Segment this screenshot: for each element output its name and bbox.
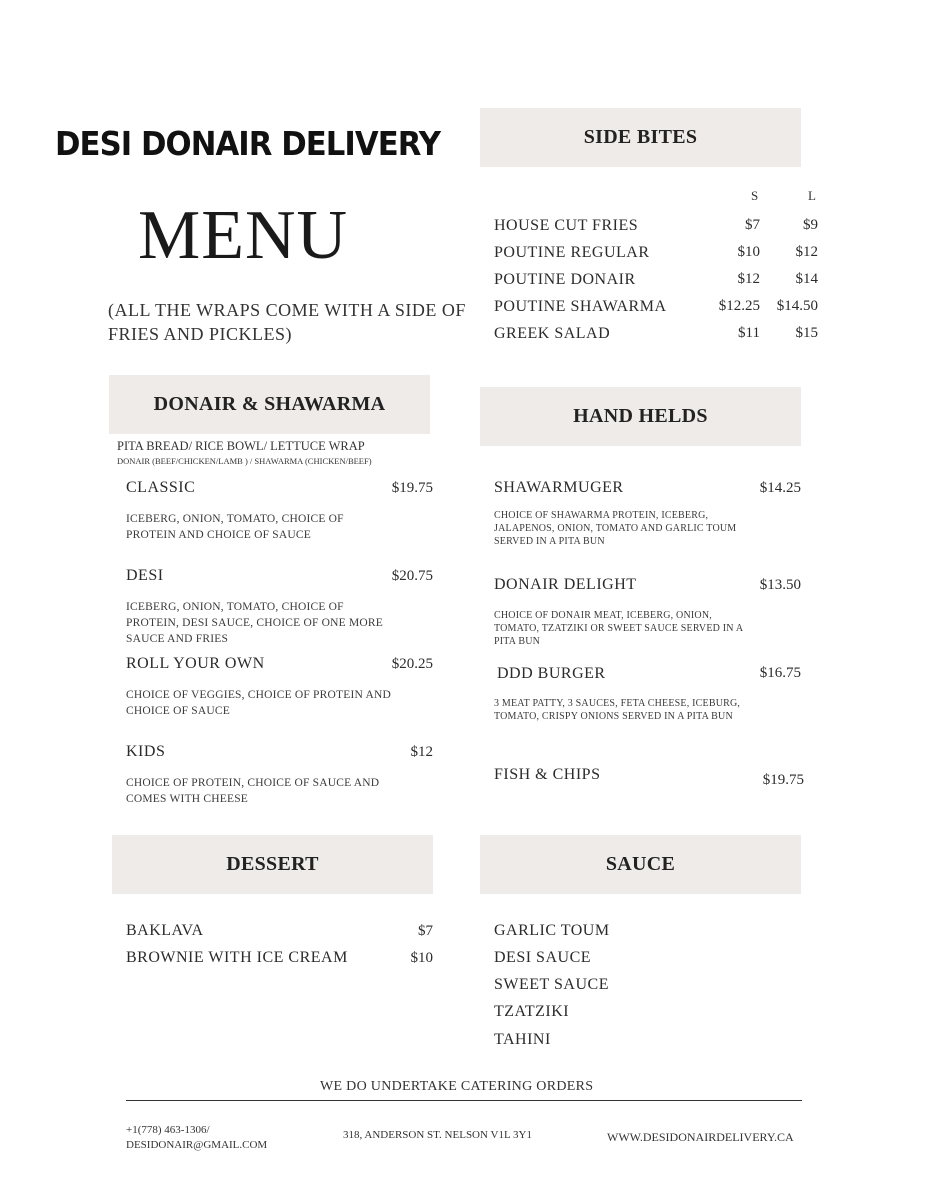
footer-divider <box>126 1100 802 1101</box>
size-large-label: L <box>808 188 817 203</box>
donair-item-desc: ICEBERG, ONION, TOMATO, CHOICE OF PROTEIN AND CHOICE OF SAUCE <box>126 513 344 541</box>
side-item-name: GREEK SALAD <box>494 325 611 342</box>
wrap-note: (ALL THE WRAPS COME WITH A SIDE OF FRIES AND PICKLES) <box>108 300 466 344</box>
footer-phone: +1(778) 463-1306/ <box>126 1124 210 1136</box>
donair-item-name: KIDS <box>126 743 166 760</box>
donair-item-name: DESI <box>126 567 164 584</box>
donair-item-desc: CHOICE OF VEGGIES, CHOICE OF PROTEIN AND CHOICE OF SAUCE <box>126 689 391 717</box>
side-item-price-small: $11 <box>738 325 760 341</box>
handheld-item-price: $14.25 <box>759 480 801 496</box>
donair-item-name: ROLL YOUR OWN <box>126 655 265 672</box>
side-item-price-small: $7 <box>745 217 760 233</box>
handheld-item-name: DONAIR DELIGHT <box>494 576 637 593</box>
handheld-item-price: $16.75 <box>759 665 801 681</box>
handheld-item-name: FISH & CHIPS <box>494 766 601 783</box>
brand-name: DESI DONAIR DELIVERY <box>55 124 441 163</box>
sauce-item: TAHINI <box>494 1031 551 1048</box>
side-item-price-large: $14.50 <box>776 298 818 314</box>
side-item-name: POUTINE SHAWARMA <box>494 298 667 315</box>
donair-item-price: $19.75 <box>391 480 433 496</box>
hand-helds-header: HAND HELDS <box>480 387 801 446</box>
handheld-item-name: DDD BURGER <box>497 665 606 682</box>
handheld-item-desc: CHOICE OF DONAIR MEAT, ICEBERG, ONION, TOMATO, TZATZIKI OR SWEET SAUCE SERVED IN A PITA BUN <box>494 610 743 647</box>
donair-item-desc: ICEBERG, ONION, TOMATO, CHOICE OF PROTEIN, DESI SAUCE, CHOICE OF ONE MORE SAUCE AND FRIES <box>126 601 383 645</box>
side-item-price-large: $15 <box>795 325 818 341</box>
meat-options: DONAIR (BEEF/CHICKEN/LAMB ) / SHAWARMA (CHICKEN/BEEF) <box>117 456 372 466</box>
footer-email: DESIDONAIR@GMAIL.COM <box>126 1139 268 1151</box>
side-item-price-large: $12 <box>795 244 818 260</box>
sauce-header: SAUCE <box>480 835 801 894</box>
side-bites-header: SIDE BITES <box>480 108 801 167</box>
side-item-name: POUTINE DONAIR <box>494 271 636 288</box>
bread-options: PITA BREAD/ RICE BOWL/ LETTUCE WRAP <box>117 439 365 453</box>
menu-title: MENU <box>138 197 349 274</box>
handheld-item-desc: 3 MEAT PATTY, 3 SAUCES, FETA CHEESE, ICEBURG, TOMATO, CRISPY ONIONS SERVED IN A PITA BUN <box>494 698 741 722</box>
handheld-item-price: $19.75 <box>762 772 804 788</box>
handheld-item-name: SHAWARMUGER <box>494 479 624 496</box>
sauce-item: SWEET SAUCE <box>494 976 609 993</box>
dessert-item-price: $10 <box>410 950 433 966</box>
side-item-name: POUTINE REGULAR <box>494 244 650 261</box>
donair-item-price: $20.25 <box>391 656 433 672</box>
donair-shawarma-header: DONAIR & SHAWARMA <box>109 375 430 434</box>
side-item-price-small: $12 <box>737 271 760 287</box>
dessert-item-name: BROWNIE WITH ICE CREAM <box>126 949 348 966</box>
donair-item-desc: CHOICE OF PROTEIN, CHOICE OF SAUCE AND COMES WITH CHEESE <box>126 777 380 805</box>
sauce-item: GARLIC TOUM <box>494 922 610 939</box>
handheld-item-price: $13.50 <box>759 577 801 593</box>
donair-item-price: $20.75 <box>391 568 433 584</box>
catering-note: WE DO UNDERTAKE CATERING ORDERS <box>320 1079 594 1094</box>
donair-item-price: $12 <box>410 744 433 760</box>
sauce-item: TZATZIKI <box>494 1003 570 1020</box>
dessert-item-price: $7 <box>418 923 433 939</box>
side-item-price-large: $14 <box>795 271 818 287</box>
size-small-label: S <box>751 188 759 203</box>
dessert-header: DESSERT <box>112 835 433 894</box>
side-item-price-small: $10 <box>737 244 760 260</box>
donair-item-name: CLASSIC <box>126 479 196 496</box>
side-item-name: HOUSE CUT FRIES <box>494 217 639 234</box>
side-item-price-small: $12.25 <box>718 298 760 314</box>
dessert-item-name: BAKLAVA <box>126 922 204 939</box>
handheld-item-desc: CHOICE OF SHAWARMA PROTEIN, ICEBERG, JALAPENOS, ONION, TOMATO AND GARLIC TOUM SERVED IN A PITA BUN <box>494 510 737 547</box>
side-item-price-large: $9 <box>803 217 818 233</box>
sauce-item: DESI SAUCE <box>494 949 592 966</box>
footer-website: WWW.DESIDONAIRDELIVERY.CA <box>607 1130 794 1144</box>
footer-address: 318, ANDERSON ST. NELSON V1L 3Y1 <box>343 1129 532 1141</box>
